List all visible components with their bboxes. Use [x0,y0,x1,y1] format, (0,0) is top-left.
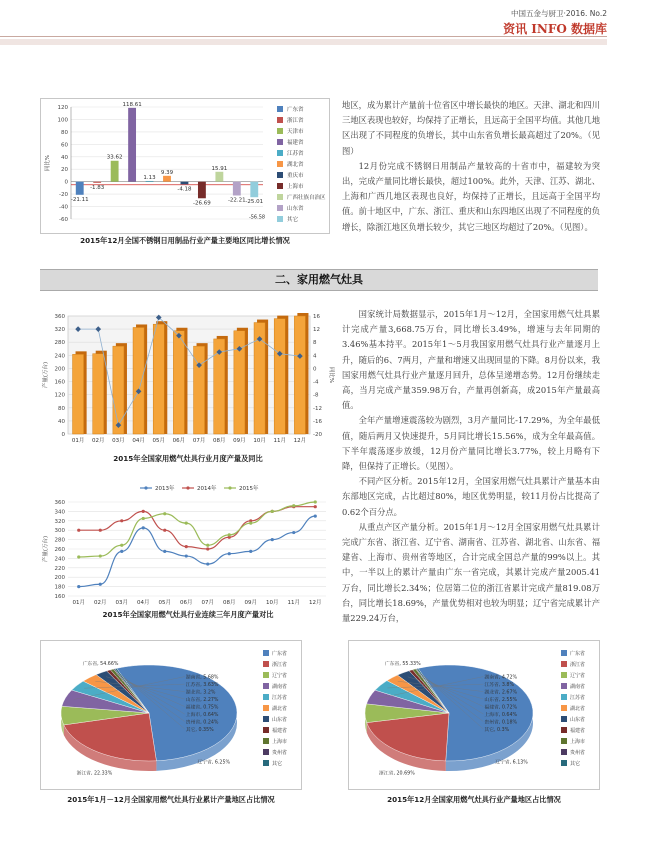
legend-swatch [561,738,567,744]
legend-label: 2014年 [197,486,217,492]
y-tick-label: 240 [54,556,65,563]
x-tick-label: 09月 [233,438,246,444]
y-tick-label: 0 [61,432,65,438]
legend-item [277,114,326,125]
paragraph: 全年产量增速震荡较为剧烈，3月产量同比-17.29%，为全年最低值，随后两月又快速提升，5月同比增长15.56%，成为全年最高值。下半年震荡逐步放缓，12月份产量同比增长3.77%，较上月略有下降，但保持了正增长。（见图）。 [342,415,600,472]
legend-label: 浙江省 [570,662,586,668]
y-tick-label: 320 [54,327,65,334]
y-tick-label: 80 [58,405,65,412]
y-tick-label: 60 [61,142,68,149]
y2-tick-label: 12 [313,327,320,334]
legend-swatch [561,672,567,678]
legend-swatch [561,661,567,667]
paragraph: 12月份完成不锈钢日用制品产量较高的十省市中，福建较为突出，完成产量同比增长最快，超过100%。此外，天津、江苏、湖北、上海和广西几地区表现也良好，均保持了正增长，且远高于全国平均值。前十地区中，广东、浙江、重庆和山东四地区出现了不同程度的负增长，除浙江地区负增长较少，其它三地区均超过了20%。（见图）。 [342,160,600,232]
x-tick-label: 02月 [92,438,105,444]
bar-value-label: 1.13 [143,174,156,181]
bar [215,172,223,182]
series-point [99,554,102,557]
series-point [249,522,252,525]
bar [163,176,171,182]
reference-value-label: -56.58 [248,214,266,221]
legend-swatch [561,760,567,766]
x-tick-label: 04月 [132,438,145,444]
bar [128,108,136,182]
bar [233,182,241,196]
legend-swatch [277,172,283,178]
paragraph: 国家统计局数据显示，2015年1月～12月，全国家用燃气灶具累计完成产量3,668.75万台，同比增长3.49%，增速与去年同期的3.46%基本持平。2015年1～5月我国家用燃气灶具行业产量逐月上升，随后的6、7两月，产量和增速又出现回显的下降。8月份以来，我国家用燃气灶具行业产量逐月回升，总体呈递增态势。12月份继续走高，当月完成产量359.98万台，产量再创新高，成2015年产量最高值。 [342,309,600,411]
legend-label: 重庆市 [287,172,304,179]
bar-value-label: -21.11 [70,196,89,203]
legend-swatch [561,650,567,656]
series-line [79,507,316,549]
y2-tick-label: -20 [313,432,322,438]
section-header: 资讯 INFO 数据库 [503,22,607,36]
slice-label: 辽宁省, 6.25% [197,760,231,766]
legend-label: 辽宁省 [570,673,586,679]
section-banner [40,269,598,291]
legend-swatch [263,683,269,689]
y-tick-label: 200 [54,366,65,373]
slice-label: 贵州省, 0.18% [484,720,518,726]
header-rule [0,36,607,37]
y2-tick-label: -16 [313,418,322,425]
x-tick-label: 05月 [152,438,165,444]
y-tick-label: 360 [54,500,65,506]
y-tick-label: 220 [54,565,65,572]
bar-value-label: -22.21 [227,197,246,204]
legend-item [277,103,326,114]
slice-label: 湖南省, 4.72% [484,675,518,681]
y2-tick-label: -4 [313,379,319,386]
legend-swatch [263,749,269,755]
legend-label: 山东省 [272,717,288,723]
y2-axis-title: 同比% [328,366,334,384]
legend-label: 广东省 [272,651,288,657]
x-tick-label: 06月 [172,438,186,444]
y-tick-label: 360 [54,314,65,320]
legend-item [277,158,326,169]
bar [73,354,84,434]
bar-value-label: -4.18 [177,186,192,193]
y-tick-label: 300 [54,528,65,535]
legend-label: 山东省 [570,717,586,723]
y-tick-label: 0 [64,179,68,186]
legend-label: 江苏省 [287,150,304,157]
y-tick-label: 240 [54,353,65,360]
series-point [77,529,80,532]
series-point [163,529,166,532]
y-tick-label: -40 [59,204,68,211]
legend-swatch [277,161,283,167]
series-point [142,526,145,529]
legend-label: 江苏省 [272,695,288,701]
y-tick-label: 320 [54,518,65,525]
top-right-text [342,98,600,235]
series-point [228,552,231,555]
bar-value-label: 33.62 [106,154,123,161]
legend-label: 2015年 [239,486,259,492]
legend-label: 上海市 [570,739,586,745]
legend-label: 山东省 [287,205,304,212]
legend-label: 浙江省 [272,662,288,668]
slice-label: 上海市, 0.64% [185,713,219,719]
header-band [0,39,607,45]
legend-label: 2013年 [155,486,175,492]
y-axis-title: 产量(万台) [43,361,49,389]
bar [76,182,84,195]
slice-label: 其它, 0.35% [185,728,214,734]
y-tick-label: 200 [54,575,65,582]
legend-swatch [561,749,567,755]
series-point [120,519,123,522]
series-point [249,550,252,553]
journal-issue: 中国五金与厨卫·2016. No.2 [511,9,607,18]
legend-label: 湖北省 [272,706,288,712]
legend-item [277,191,326,202]
slice-label: 山东省, 2.27% [185,698,219,704]
y-tick-label: 260 [54,547,65,553]
y-tick-label: 120 [54,392,65,399]
pie2-svg [349,641,601,791]
series-point [142,510,145,513]
x-tick-label: 03月 [115,600,128,606]
legend-swatch [561,705,567,711]
x-tick-label: 10月 [253,438,266,444]
legend-swatch [263,672,269,678]
slice-label: 江苏省, 3.63% [185,683,219,689]
y-tick-label: 280 [54,340,65,347]
slice-label: 浙江省, 20.69% [379,771,415,777]
slice-label: 上海市, 0.64% [484,713,518,719]
legend-swatch [561,727,567,733]
slice-label: 其它, 0.3% [484,728,510,734]
slice-label: 广东省, 54.66% [82,662,119,667]
legend-swatch [277,205,283,211]
legend-swatch [263,738,269,744]
y-tick-label: -20 [59,192,68,199]
y-tick-label: 80 [61,129,68,136]
paragraph: 从重点产区产量分析。2015年1月～12月全国家用燃气灶具累计完成广东省、浙江省、辽宁省、湖南省、江苏省、湖北省、山东省、福建省、上海市、贵州省等地区，合计完成全国总产量的99%以上。其中，一半以上的累计产量由广东一省完成，其累计完成产量2005.41万台，同比增长2.34%；位居第二位的浙江省累计完成产量819.08万台，同比增长18.69%，产量优势相对也较为明显；辽宁省完成累计产量229.24万台， [342,521,600,624]
series-point [314,515,317,518]
series-point [185,522,188,525]
series-point [206,544,209,547]
y-tick-label: 40 [58,418,65,425]
series-point [292,531,295,534]
x-tick-label: 04月 [137,600,150,606]
bar-value-label: -25.01 [245,199,264,206]
series-point [77,585,80,588]
x-tick-label: 03月 [112,438,125,444]
legend-swatch [277,128,283,134]
section-title: 二、家用燃气灶具 [275,273,363,286]
y-tick-label: 160 [54,594,65,600]
bar [93,182,101,183]
y2-tick-label: 16 [313,314,320,320]
legend-swatch [561,694,567,700]
paragraph: 地区，成为累计产量前十位省区中增长最快的地区。天津、湖北和四川三地区表现也较好，均保持了正增长，且远高于全国平均值。其他几地区出现了不同程度的负增长，其中山东省负增长最高超过了20%。（见图） [342,100,600,156]
bar [113,346,124,434]
legend-swatch [277,194,283,200]
series-point [228,533,231,536]
slice-label: 辽宁省, 6.13% [495,760,528,766]
legend-item [277,180,326,191]
y-tick-label: 280 [54,537,65,544]
slice-label: 湖南省, 5.68% [185,675,219,681]
chart2-caption: 2015年全国家用燃气灶具行业月度产量及同比 [113,454,263,463]
legend-item [277,125,326,136]
series-point [142,517,145,520]
bar [181,182,189,185]
x-tick-label: 08月 [223,600,236,606]
legend-label: 浙江省 [287,117,304,124]
series-point [206,562,209,565]
x-tick-label: 01月 [72,600,85,606]
x-tick-label: 05月 [158,600,171,606]
legend-swatch [263,661,269,667]
y2-tick-label: 4 [313,353,317,360]
y-tick-label: 100 [57,117,68,124]
y-tick-label: 160 [54,379,65,386]
y-axis-title: 产量(万台) [43,535,49,563]
legend-item [277,136,326,147]
legend-label: 福建省 [570,728,586,734]
slice-label: 广东省, 55.33% [384,662,421,667]
legend-item [277,213,326,224]
series-point [206,547,209,550]
legend-label: 福建省 [287,139,304,146]
legend-label: 福建省 [272,728,288,734]
pie2-frame [348,640,600,790]
series-point [314,505,317,508]
bar-value-label: -26.69 [193,200,211,207]
slice-label: 湖北省, 3.2% [185,690,216,696]
bar [111,161,119,182]
y2-tick-label: 0 [313,366,317,373]
chart3-caption: 2015年全国家用燃气灶具行业连续三年月度产量对比 [102,610,274,619]
bar [294,316,305,434]
pie1-svg [41,641,303,791]
series-point [314,500,317,503]
bar [250,182,258,198]
series-line [79,516,316,587]
x-tick-label: 01月 [71,438,85,444]
legend-swatch [263,716,269,722]
legend-swatch [263,650,269,656]
x-tick-label: 09月 [244,600,257,606]
legend-swatch [277,139,283,145]
y2-tick-label: -12 [313,405,322,412]
pie1-caption: 2015年1月－12月全国家用燃气灶具行业累计产量地区占比情况 [67,795,275,804]
bar [146,181,154,182]
slice-label: 湖北省, 2.67% [484,690,518,696]
legend-label: 天津市 [287,128,304,135]
legend-label: 贵州省 [570,750,586,756]
legend-label: 广西壮族自治区 [287,194,326,201]
slice-label: 福建省, 0.75% [185,705,219,711]
slice-label: 山东省, 2.55% [484,698,518,704]
x-tick-label: 08月 [213,438,226,444]
x-tick-label: 12月 [309,600,322,606]
chart2-frame [40,300,336,460]
y-tick-label: 340 [54,509,65,516]
y-tick-label: 180 [54,584,65,591]
x-tick-label: 06月 [180,600,193,606]
paragraph: 不同产区分析。2015年12月，全国家用燃气灶具累计产量基本由东部地区完成，占比超过80%，地区优势明显，较11月份占比提高了0.62个百分点。 [342,476,600,517]
y-tick-label: 40 [61,154,68,161]
legend-marker [186,486,189,489]
legend-item [277,202,326,213]
chart1-legend [277,103,326,224]
legend-label: 其它 [570,761,581,767]
legend-item [277,169,326,180]
legend-label: 湖南省 [272,684,288,690]
bar-value-label: 118.61 [122,101,142,108]
legend-swatch [263,760,269,766]
bar [198,182,206,199]
bar [93,354,104,434]
x-tick-label: 02月 [94,600,107,606]
main-text [342,307,600,626]
legend-swatch [277,183,283,189]
slice-label: 贵州省, 0.24% [185,720,219,726]
bar [173,331,184,434]
y-axis-title: 同比% [45,154,51,172]
legend-swatch [263,727,269,733]
legend-swatch [561,716,567,722]
series-point [185,554,188,557]
y2-tick-label: -8 [313,392,319,399]
legend-swatch [277,216,283,222]
x-tick-label: 07月 [201,600,214,606]
series-point [292,504,295,507]
series-point [271,538,274,541]
legend-marker [144,486,147,489]
x-tick-label: 12月 [293,438,307,444]
legend-swatch [263,694,269,700]
legend-label: 江苏省 [570,695,586,701]
chart1-caption: 2015年12月全国不锈钢日用制品行业产量主要地区同比增长情况 [80,236,290,245]
y-tick-label: 20 [61,167,68,174]
chart1-frame [40,98,330,234]
legend-label: 其它 [287,216,299,223]
legend-label: 广东省 [570,651,586,657]
chart3-svg [40,480,336,616]
series-point [120,550,123,553]
bar [153,324,164,434]
x-tick-label: 11月 [273,438,286,444]
legend-label: 辽宁省 [272,673,288,679]
series-point [99,529,102,532]
legend-swatch [277,150,283,156]
x-tick-label: 11月 [287,600,300,606]
legend-label: 湖北省 [570,706,586,712]
chart2-svg [40,300,336,460]
legend-swatch [277,106,283,112]
legend-item [277,147,326,158]
series-point [271,510,274,513]
bar-value-label: 15.91 [211,165,228,172]
series-point [120,544,123,547]
y-tick-label: -60 [59,217,68,223]
bar [133,327,144,434]
series-point [163,550,166,553]
x-tick-label: 10月 [266,600,279,606]
legend-swatch [277,117,283,123]
slice-label: 浙江省, 22.33% [76,771,113,777]
legend-label: 湖南省 [570,684,586,690]
legend-label: 其它 [272,761,283,767]
legend-label: 贵州省 [272,750,288,756]
legend-label: 上海市 [287,183,304,190]
pie2-caption: 2015年12月全国家用燃气灶具行业产量地区占比情况 [387,795,561,804]
legend-swatch [561,683,567,689]
series-point [163,512,166,515]
x-tick-label: 07月 [192,438,206,444]
y2-tick-label: 8 [313,340,317,347]
y-tick-label: 120 [57,105,68,111]
legend-label: 上海市 [272,739,288,745]
legend-label: 广东省 [287,106,304,113]
bar-value-label: -1.83 [90,184,105,191]
legend-label: 湖北省 [287,161,304,168]
pie1-frame [40,640,302,790]
series-point [99,583,102,586]
bar-value-label: 9.39 [160,169,174,176]
series-point [185,545,188,548]
series-point [77,555,80,558]
slice-label: 江苏省, 3.8% [484,683,515,689]
chart3-frame [40,480,336,616]
legend-swatch [263,705,269,711]
bar [274,319,285,434]
legend-marker [228,486,231,489]
slice-label: 福建省, 0.72% [484,705,518,711]
